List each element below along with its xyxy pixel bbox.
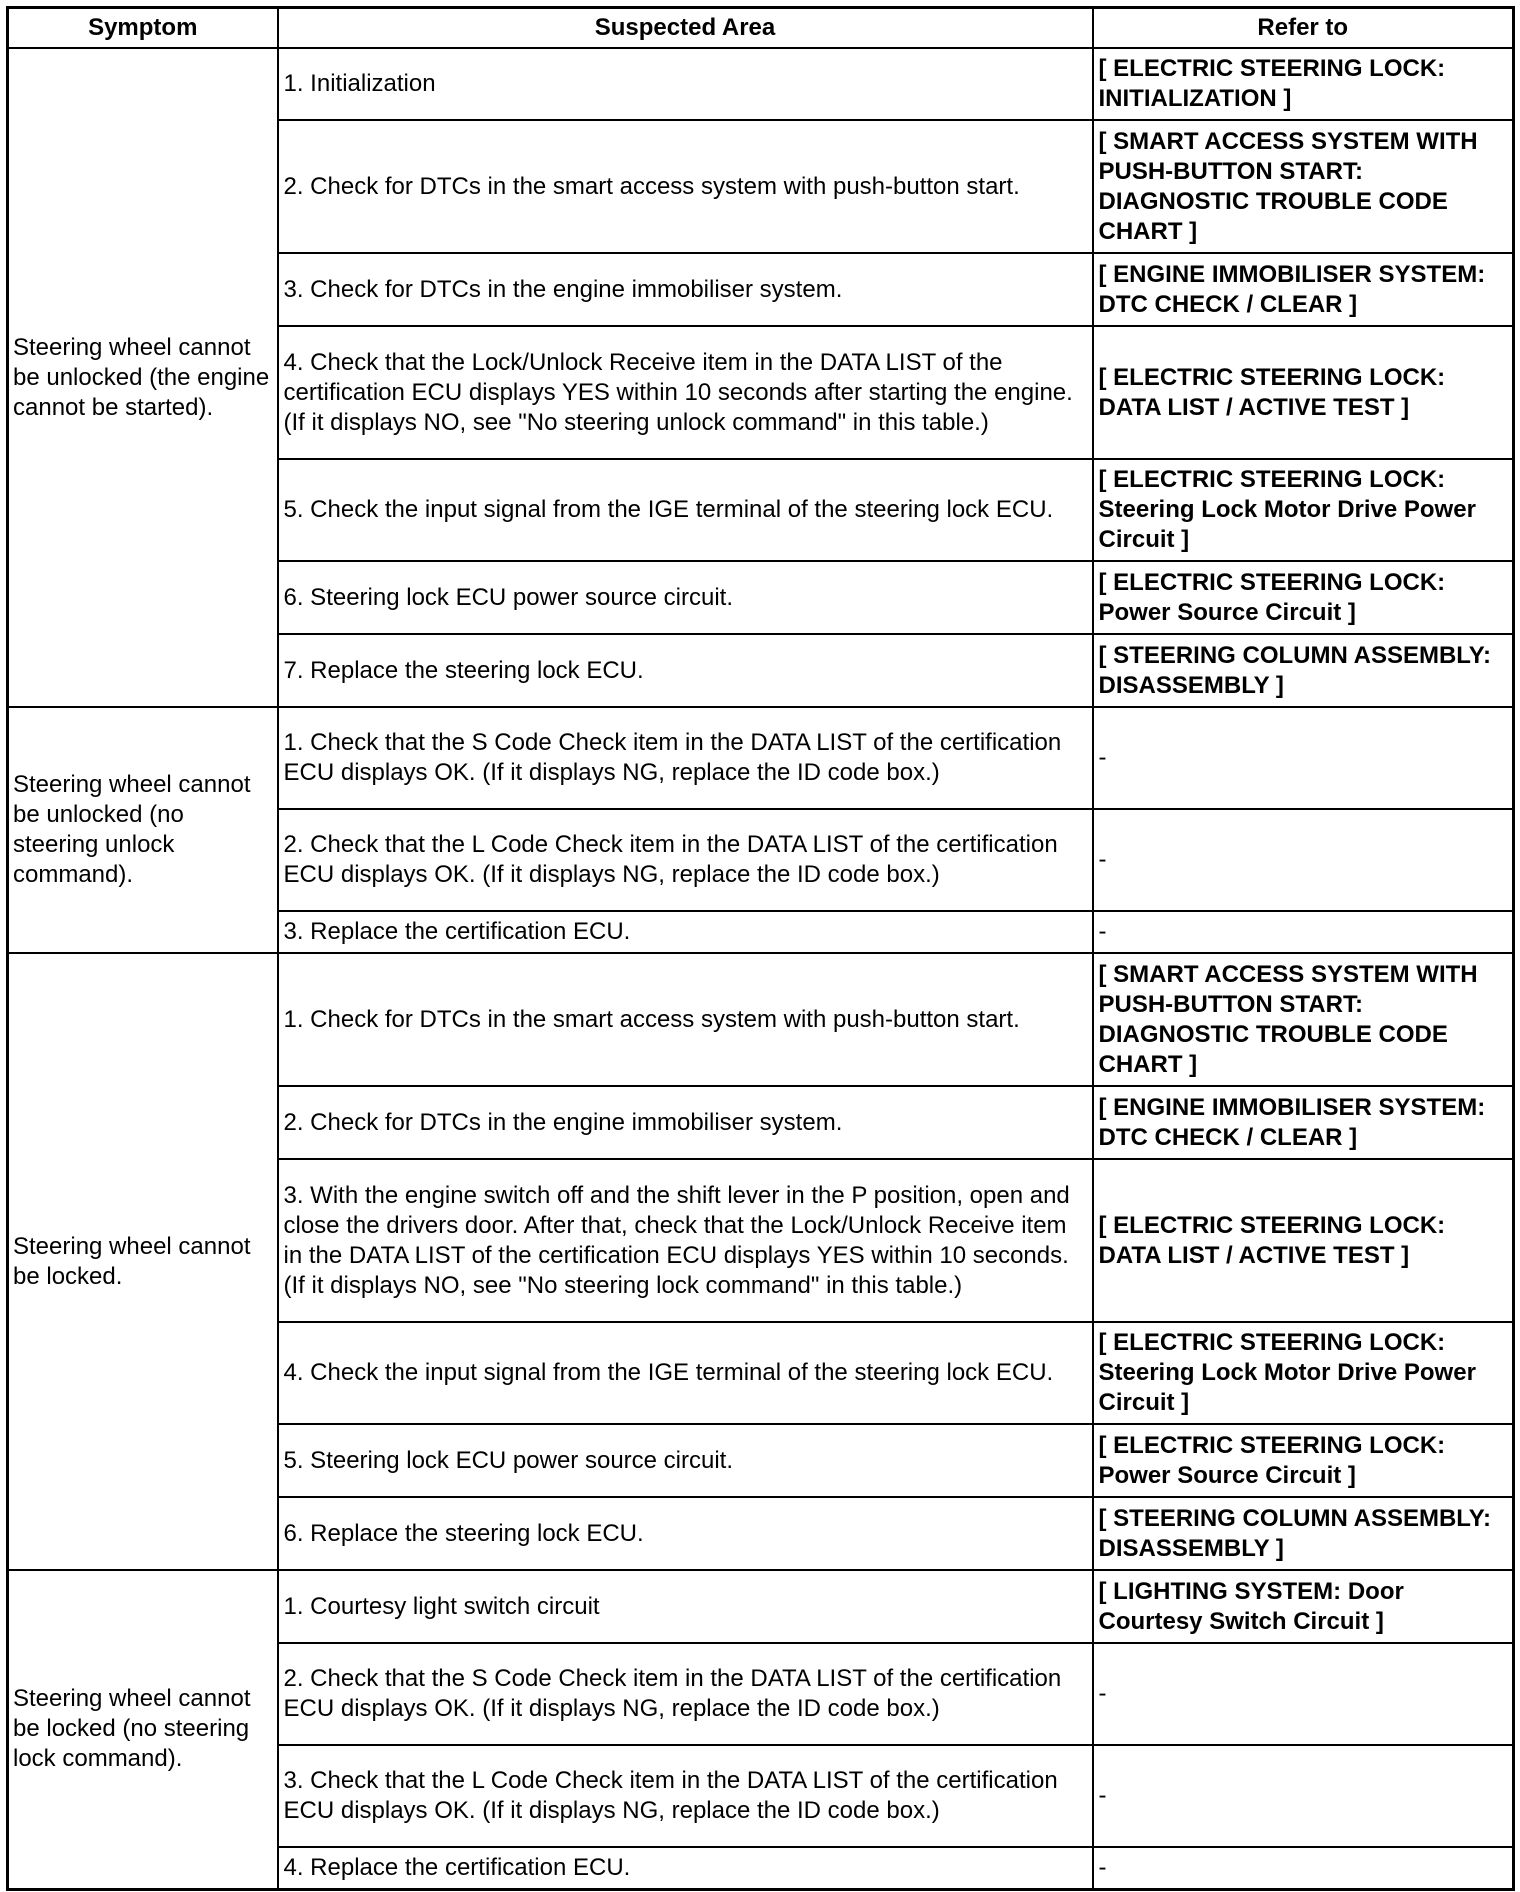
suspected-area-cell: 1. Check that the S Code Check item in the DATA LIST of the certification ECU displays OK. (If it displays NG, replace the ID code box.) <box>278 707 1093 809</box>
symptom-cell: Steering wheel cannot be unlocked (no steering unlock command). <box>8 707 278 953</box>
symptom-cell: Steering wheel cannot be unlocked (the engine cannot be started). <box>8 48 278 707</box>
refer-to-cell: [ ENGINE IMMOBILISER SYSTEM: DTC CHECK / CLEAR ] <box>1093 253 1514 326</box>
refer-to-cell: [ ELECTRIC STEERING LOCK: Power Source Circuit ] <box>1093 561 1514 634</box>
table-row <box>8 707 1514 809</box>
suspected-area-cell: 1. Check for DTCs in the smart access system with push-button start. <box>278 953 1093 1086</box>
header-suspected-area: Suspected Area <box>278 8 1093 49</box>
refer-to-cell: - <box>1093 809 1514 911</box>
refer-to-cell: [ ELECTRIC STEERING LOCK: Steering Lock Motor Drive Power Circuit ] <box>1093 459 1514 561</box>
refer-to-cell: [ LIGHTING SYSTEM: Door Courtesy Switch Circuit ] <box>1093 1570 1514 1643</box>
refer-to-cell: [ ENGINE IMMOBILISER SYSTEM: DTC CHECK / CLEAR ] <box>1093 1086 1514 1159</box>
refer-to-cell: [ ELECTRIC STEERING LOCK: DATA LIST / ACTIVE TEST ] <box>1093 1159 1514 1322</box>
suspected-area-cell: 1. Courtesy light switch circuit <box>278 1570 1093 1643</box>
suspected-area-cell: 2. Check that the S Code Check item in the DATA LIST of the certification ECU displays OK. (If it displays NG, replace the ID code box.) <box>278 1643 1093 1745</box>
suspected-area-cell: 4. Replace the certification ECU. <box>278 1847 1093 1889</box>
suspected-area-cell: 5. Check the input signal from the IGE terminal of the steering lock ECU. <box>278 459 1093 561</box>
refer-to-cell: [ ELECTRIC STEERING LOCK: Steering Lock Motor Drive Power Circuit ] <box>1093 1322 1514 1424</box>
refer-to-cell: [ ELECTRIC STEERING LOCK: INITIALIZATION ] <box>1093 48 1514 120</box>
suspected-area-cell: 1. Initialization <box>278 48 1093 120</box>
suspected-area-cell: 3. Check for DTCs in the engine immobiliser system. <box>278 253 1093 326</box>
suspected-area-cell: 6. Steering lock ECU power source circuit. <box>278 561 1093 634</box>
header-row <box>8 8 1514 49</box>
refer-to-cell: [ SMART ACCESS SYSTEM WITH PUSH-BUTTON START: DIAGNOSTIC TROUBLE CODE CHART ] <box>1093 953 1514 1086</box>
suspected-area-cell: 7. Replace the steering lock ECU. <box>278 634 1093 707</box>
refer-to-cell: [ STEERING COLUMN ASSEMBLY: DISASSEMBLY ] <box>1093 1497 1514 1570</box>
table-row <box>8 1570 1514 1643</box>
suspected-area-cell: 3. With the engine switch off and the shift lever in the P position, open and close the drivers door. After that, check that the Lock/Unlock Receive item in the DATA LIST of the certification ECU displays YES within 10 seconds. (If it displays NO, see "No steering lock command" in this table.) <box>278 1159 1093 1322</box>
refer-to-cell: [ ELECTRIC STEERING LOCK: Power Source Circuit ] <box>1093 1424 1514 1497</box>
suspected-area-cell: 5. Steering lock ECU power source circuit. <box>278 1424 1093 1497</box>
header-refer-to: Refer to <box>1093 8 1514 49</box>
refer-to-cell: [ STEERING COLUMN ASSEMBLY: DISASSEMBLY ] <box>1093 634 1514 707</box>
page <box>6 6 1512 1891</box>
refer-to-cell: - <box>1093 1643 1514 1745</box>
refer-to-cell: - <box>1093 1745 1514 1847</box>
symptom-cell: Steering wheel cannot be locked (no steering lock command). <box>8 1570 278 1889</box>
suspected-area-cell: 6. Replace the steering lock ECU. <box>278 1497 1093 1570</box>
header-symptom: Symptom <box>8 8 278 49</box>
suspected-area-cell: 2. Check for DTCs in the smart access system with push-button start. <box>278 120 1093 253</box>
suspected-area-cell: 2. Check for DTCs in the engine immobiliser system. <box>278 1086 1093 1159</box>
suspected-area-cell: 2. Check that the L Code Check item in the DATA LIST of the certification ECU displays OK. (If it displays NG, replace the ID code box.) <box>278 809 1093 911</box>
table-row <box>8 48 1514 120</box>
suspected-area-cell: 4. Check the input signal from the IGE terminal of the steering lock ECU. <box>278 1322 1093 1424</box>
table-row <box>8 953 1514 1086</box>
suspected-area-cell: 4. Check that the Lock/Unlock Receive item in the DATA LIST of the certification ECU displays YES within 10 seconds after starting the engine. (If it displays NO, see "No steering unlock command" in this table.) <box>278 326 1093 459</box>
suspected-area-cell: 3. Replace the certification ECU. <box>278 911 1093 953</box>
refer-to-cell: - <box>1093 911 1514 953</box>
refer-to-cell: [ ELECTRIC STEERING LOCK: DATA LIST / ACTIVE TEST ] <box>1093 326 1514 459</box>
symptom-cell: Steering wheel cannot be locked. <box>8 953 278 1570</box>
refer-to-cell: [ SMART ACCESS SYSTEM WITH PUSH-BUTTON START: DIAGNOSTIC TROUBLE CODE CHART ] <box>1093 120 1514 253</box>
refer-to-cell: - <box>1093 707 1514 809</box>
refer-to-cell: - <box>1093 1847 1514 1889</box>
suspected-area-cell: 3. Check that the L Code Check item in the DATA LIST of the certification ECU displays OK. (If it displays NG, replace the ID code box.) <box>278 1745 1093 1847</box>
troubleshooting-table <box>6 6 1515 1891</box>
